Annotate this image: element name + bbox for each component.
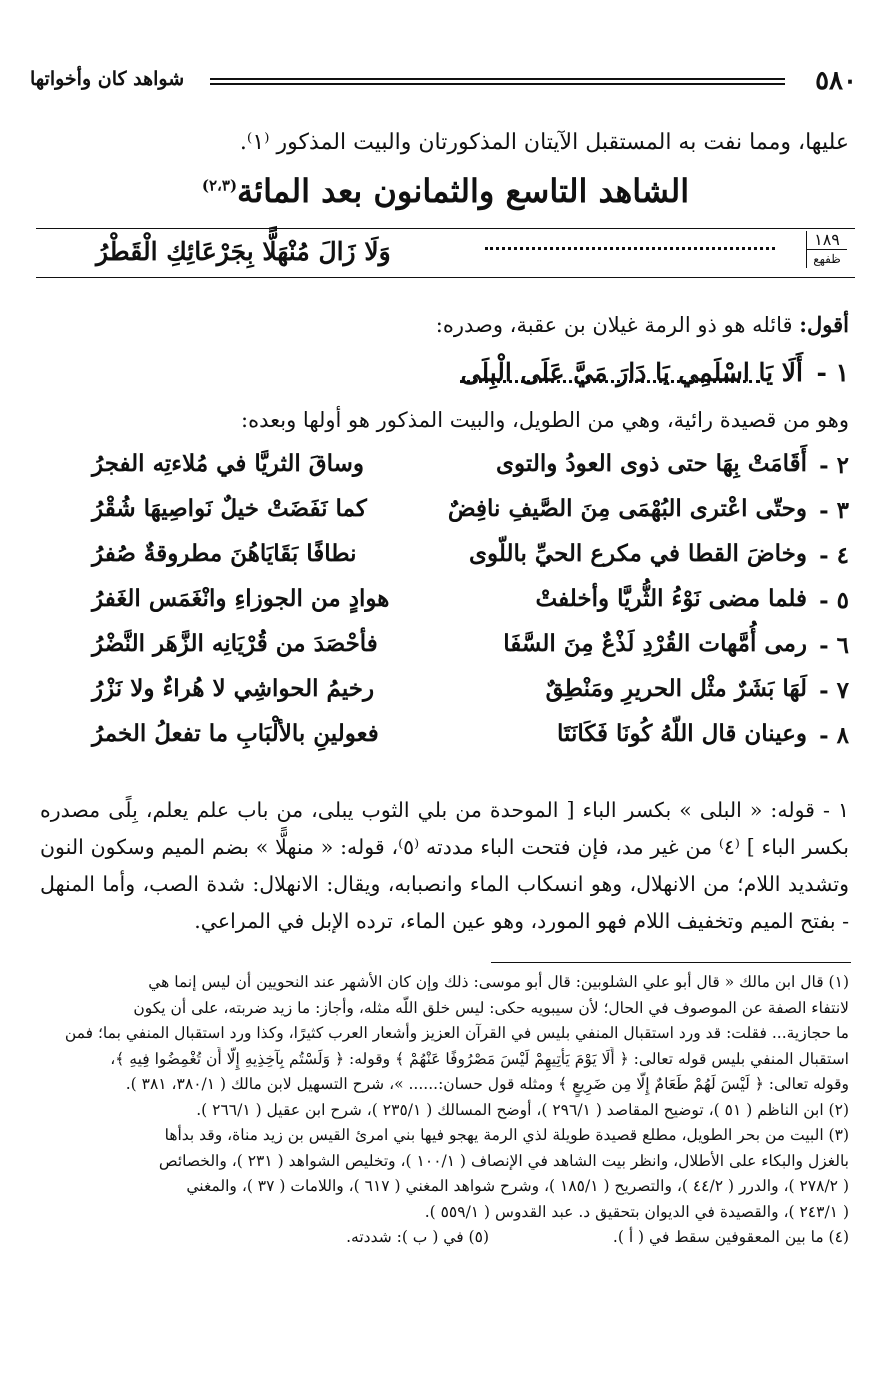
commentary-paragraph: ١ - قوله: « البلى » بكسر الباء [ الموحدة من بلي الثوب يبلى، من باب علم يعلم، بِلًى مصدره بكسر الباء ] ⁽٤⁾ من غير مد، فإن فتحت الباء مددته ⁽٥⁾، قوله: « منهلًّا » بضم الميم وسكون النون وتشديد اللام؛ من الانهلال، وهو انسكاب الماء وانصبابه، ويقال: الانهلال: شدة الصب، وأما المنهل - بفتح الميم وتخفيف اللام فهو المورد، وهو عين الماء، ترده الإبل في المراعي.	[40, 798, 850, 933]
verse-first-hemistich: أَلَا يَا اسْلَمِي يَا دَارَ مَيَّ عَلَى الْبِلَى	[460, 358, 803, 387]
footnote-line: استقبال المنفي بليس قوله تعالى: ﴿ أَلَا يَوْمَ يَأْتِيهِمْ لَيْسَ مَصْرُوفًا عَنْهُمْ ﴾ وقوله: ﴿ وَلَسْتُم بِآخِذِيهِ إِلَّا أَن تُغْمِضُوا فِيهِ ﴾،	[110, 1049, 849, 1068]
footnote-line: (١) قال ابن مالك « قال أبو علي الشلوبين: قال أبو موسى: ذلك وإن كان الأشهر عند النحويين أن ليس إنما هي	[148, 973, 849, 991]
witness-hemistich: وَلَا زَالَ مُنْهَلًّا بِجَرْعَائِكِ الْقَطْرُ	[96, 237, 391, 266]
header-rule-top	[210, 78, 785, 80]
verse-row	[40, 718, 849, 763]
verse-number: ٨ -	[819, 722, 849, 749]
footnote-5: (٥) في ( ب ): شددته.	[346, 1228, 489, 1246]
footnotes	[40, 970, 849, 1251]
verse-number: ٤ -	[819, 542, 849, 569]
witness-source-code: ظفهع	[807, 249, 847, 268]
verse-row	[40, 538, 849, 583]
header-rule-bottom	[210, 83, 785, 85]
poem-verses	[40, 448, 849, 763]
intro-line: عليها، ومما نفت به المستقبل الآيتان المذكورتان والبيت المذكور ⁽١⁾.	[239, 130, 849, 155]
witness-verse-box	[36, 228, 855, 278]
verse-second-hemistich: نطافًا بَقَايَاهُنَ مطروقةٌ صُفرُ	[92, 540, 357, 567]
attribution-lead: أقول:	[799, 312, 849, 337]
running-title: شواهد كان وأخواتها	[30, 68, 185, 90]
verse-number: ٢ -	[819, 452, 849, 479]
footnote-line-last	[40, 1225, 849, 1251]
verse-row	[40, 583, 849, 628]
footnote-line: (٢) ابن الناظم ( ٥١ )، توضيح المقاصد ( ٢٩٦/١ )، أوضح المسالك ( ٢٣٥/١ )، شرح ابن عقيل ( ٢٦٦/١ ).	[196, 1100, 849, 1119]
attribution-line	[40, 312, 849, 337]
missing-hemistich-dots	[460, 380, 760, 383]
verse-second-hemistich: هوادٍ من الجوزاءِ وانْغَمَس الغَفرُ	[92, 585, 390, 612]
first-verse	[40, 358, 849, 398]
verse-first-hemistich: وعينان قال اللّهُ كُونَا فَكَانَتَا	[557, 720, 807, 747]
verse-first-hemistich: أَقَامَتْ بِهَا حتى ذوى العودُ والتوى	[496, 450, 807, 477]
verse-first-hemistich: فلما مضى نَوْءُ الثُّريَّا وأخلفتْ	[535, 585, 807, 612]
verse-row	[40, 493, 849, 538]
section-title-note: (٢،٣)	[201, 176, 238, 195]
verse-second-hemistich: فعولينِ بالألْبَابِ ما تفعلُ الخمرُ	[92, 720, 379, 747]
verse-second-hemistich: كما نَفَضَتْ خيلٌ نَواصِيهَا شُقْرُ	[92, 495, 367, 522]
footnote-separator	[491, 962, 851, 963]
verse-first-hemistich: وحتّى اعْترى البُهْمَى مِنَ الصَّيفِ نافِضٌ	[447, 495, 807, 522]
verse-row	[40, 448, 849, 493]
verse-number: ١ -	[816, 358, 849, 387]
footnote-line: ( ٢٤٣/١ )، والقصيدة في الديوان بتحقيق د. عبد القدوس ( ٥٥٩/١ ).	[424, 1202, 849, 1221]
running-header	[30, 62, 857, 102]
verse-row	[40, 673, 849, 718]
verse-row	[40, 628, 849, 673]
verse-number: ٦ -	[819, 632, 849, 659]
verse-number: ٥ -	[819, 587, 849, 614]
witness-number-value: ١٨٩	[814, 230, 840, 249]
poem-note: وهو من قصيدة رائية، وهي من الطويل، والبيت المذكور هو أولها وبعده:	[241, 408, 849, 432]
footnote-4: (٤) ما بين المعقوفين سقط في ( أ ).	[612, 1228, 849, 1246]
verse-first-hemistich: وخاضَ القطا في مكرع الحيِّ باللّوى	[468, 540, 807, 567]
verse-second-hemistich: رخيمُ الحواشِي لا هُراءٌ ولا نَزْرُ	[92, 675, 375, 702]
footnote-line: (٣) البيت من بحر الطويل، مطلع قصيدة طويلة لذي الرمة يهجو فيها بني امرئ القيس بن زيد مناة، وقد بدأها	[164, 1126, 849, 1144]
witness-number	[806, 231, 847, 268]
missing-hemistich-dots	[485, 247, 775, 250]
verse-second-hemistich: فأحْصَدَ من قُرْيَانِه الزَّهَر النَّضْرُ	[92, 630, 378, 657]
footnote-line: ما حجازية... فقلت: قد ورد استقبال المنفي بليس في القرآن العزيز وأشعار العرب كثيرًا، وكذا ورد استقبال المنفي بما؛ فمن	[64, 1024, 849, 1042]
footnote-line: لانتفاء الصفة عن الموصوف في الحال؛ لأن سيبويه حكى: ليس خلق اللّه مثله، وأجاز: ما زيد ضربته، على أن يكون	[133, 998, 849, 1017]
verse-number: ٧ -	[819, 677, 849, 704]
verse-second-hemistich: وساقَ الثريَّا في مُلاءتِه الفجرُ	[92, 450, 365, 477]
footnote-line: بالغزل والبكاء على الأطلال، وانظر بيت الشاهد في الإنصاف ( ١٠٠/١ )، وتخليص الشواهد ( ٢٣١ )، والخصائص	[158, 1151, 849, 1170]
footnote-line: وقوله تعالى: ﴿ لَيْسَ لَهُمْ طَعَامٌ إِلَّا مِن ضَرِيعٍ ﴾ ومثله قول حسان:...... »، شرح التسهيل لابن مالك ( ٣٨٠/١، ٣٨١ ).	[125, 1075, 849, 1093]
verse-first-hemistich: رمى أُمَّهات القُرْدِ لَذْعٌ مِنَ السَّفَا	[503, 630, 807, 657]
section-title	[0, 172, 891, 210]
page-number: ٥٨٠	[815, 66, 857, 96]
verse-number: ٣ -	[819, 497, 849, 524]
verse-first-hemistich: لَهَا بَشَرٌ مثْل الحريرِ ومَنْطِقٌ	[545, 675, 807, 702]
attribution-text: قائله هو ذو الرمة غيلان بن عقبة، وصدره:	[435, 313, 800, 337]
footnote-line: ( ٢٧٨/٢ )، والدرر ( ٤٤/٢ )، والتصريح ( ١٨٥/١ )، وشرح شواهد المغني ( ٦١٧ )، واللامات ( ٣٧ )، والمغني	[186, 1177, 849, 1195]
section-title-text: الشاهد التاسع والثمانون بعد المائة	[237, 172, 690, 210]
